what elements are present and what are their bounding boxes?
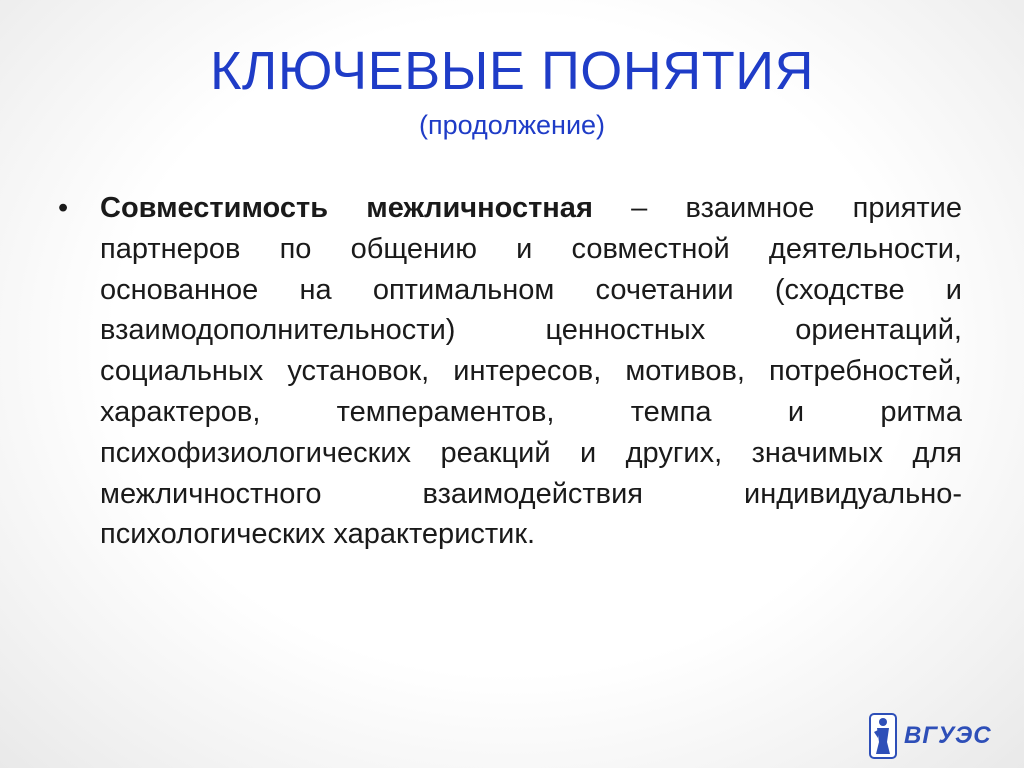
bullet-marker: •: [58, 192, 69, 224]
bullet-definition: – взаимное приятие партнеров по общению и совместной деятельности, основанное на оптимальном сочетании (сходстве и взаимодополнительности) ценностных ориентаций, социальных установок, интересов, мотивов, потребностей, характеров, темпераментов, темпа и ритма психофизиологических реакций и других, значимых для межличностного взаимодействия индивидуально- психологических характеристик.: [100, 192, 963, 551]
slide-title: КЛЮЧЕВЫЕ ПОНЯТИЯ: [209, 41, 815, 101]
university-logo: [866, 712, 992, 760]
bullet-term: Совместимость межличностная: [100, 192, 593, 224]
bullet-paragraph: [100, 188, 962, 555]
slide-subtitle: (продолжение): [418, 110, 606, 140]
logo-emblem-icon: [866, 712, 900, 760]
logo-text: ВГУЭС: [904, 722, 992, 749]
